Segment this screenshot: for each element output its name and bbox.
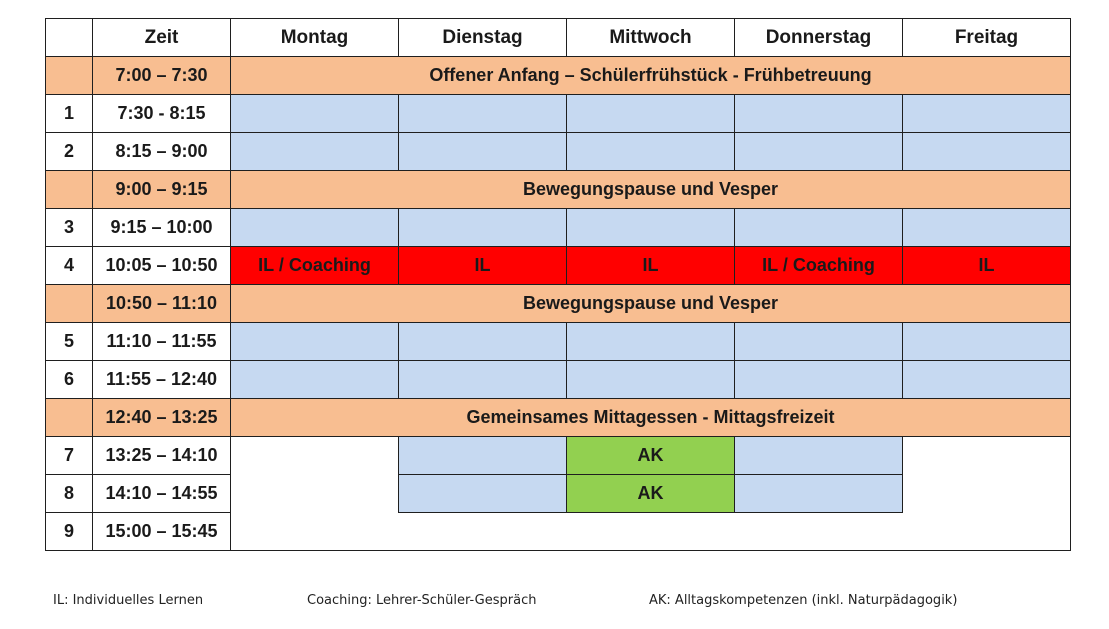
period-number: 6	[46, 361, 93, 399]
time-slot: 12:40 – 13:25	[93, 399, 231, 437]
lesson-cell	[567, 95, 735, 133]
lesson-cell: IL / Coaching	[735, 247, 903, 285]
lesson-cell	[399, 133, 567, 171]
break-activity: Bewegungspause und Vesper	[231, 285, 1071, 323]
lesson-cell	[231, 513, 399, 551]
timetable	[45, 18, 1071, 551]
time-slot: 8:15 – 9:00	[93, 133, 231, 171]
period-number: 3	[46, 209, 93, 247]
lesson-cell	[735, 133, 903, 171]
time-slot: 10:50 – 11:10	[93, 285, 231, 323]
lesson-cell	[903, 513, 1071, 551]
header-freitag: Freitag	[903, 19, 1071, 57]
break-activity: Gemeinsames Mittagessen - Mittagsfreizeit	[231, 399, 1071, 437]
lesson-cell: AK	[567, 437, 735, 475]
period-number: 5	[46, 323, 93, 361]
break-row	[46, 399, 1071, 437]
time-slot: 7:00 – 7:30	[93, 57, 231, 95]
lesson-cell	[735, 209, 903, 247]
header-donnerstag: Donnerstag	[735, 19, 903, 57]
legend-ak: AK: Alltagskompetenzen (inkl. Naturpädagogik)	[649, 593, 958, 608]
lesson-cell	[231, 323, 399, 361]
period-row	[46, 475, 1071, 513]
time-slot: 13:25 – 14:10	[93, 437, 231, 475]
lesson-cell	[567, 361, 735, 399]
break-activity: Offener Anfang – Schülerfrühstück - Frühbetreuung	[231, 57, 1071, 95]
time-slot: 7:30 - 8:15	[93, 95, 231, 133]
lesson-cell	[903, 437, 1071, 475]
period-number	[46, 57, 93, 95]
legend-coaching: Coaching: Lehrer-Schüler-Gespräch	[307, 593, 537, 608]
lesson-cell	[567, 513, 735, 551]
legend-il: IL: Individuelles Lernen	[53, 593, 204, 608]
lesson-cell	[399, 475, 567, 513]
lesson-cell	[231, 209, 399, 247]
header-mittwoch: Mittwoch	[567, 19, 735, 57]
lesson-cell	[903, 323, 1071, 361]
period-number	[46, 171, 93, 209]
lesson-cell	[903, 361, 1071, 399]
lesson-cell	[903, 209, 1071, 247]
lesson-cell	[567, 209, 735, 247]
period-row	[46, 209, 1071, 247]
time-slot: 11:10 – 11:55	[93, 323, 231, 361]
header-dienstag: Dienstag	[399, 19, 567, 57]
lesson-cell	[735, 323, 903, 361]
break-row	[46, 285, 1071, 323]
period-row	[46, 247, 1071, 285]
period-row	[46, 361, 1071, 399]
time-slot: 15:00 – 15:45	[93, 513, 231, 551]
period-row	[46, 95, 1071, 133]
time-slot: 10:05 – 10:50	[93, 247, 231, 285]
time-slot: 9:00 – 9:15	[93, 171, 231, 209]
period-row	[46, 513, 1071, 551]
lesson-cell	[903, 133, 1071, 171]
period-number: 1	[46, 95, 93, 133]
break-activity: Bewegungspause und Vesper	[231, 171, 1071, 209]
lesson-cell	[231, 361, 399, 399]
lesson-cell	[735, 513, 903, 551]
lesson-cell	[735, 95, 903, 133]
period-row	[46, 323, 1071, 361]
lesson-cell	[399, 361, 567, 399]
lesson-cell	[735, 475, 903, 513]
lesson-cell: AK	[567, 475, 735, 513]
lesson-cell	[231, 133, 399, 171]
time-slot: 11:55 – 12:40	[93, 361, 231, 399]
header-montag: Montag	[231, 19, 399, 57]
break-row	[46, 57, 1071, 95]
period-number: 4	[46, 247, 93, 285]
lesson-cell: IL	[903, 247, 1071, 285]
period-number	[46, 399, 93, 437]
period-row	[46, 133, 1071, 171]
lesson-cell	[903, 95, 1071, 133]
period-number: 8	[46, 475, 93, 513]
lesson-cell	[399, 437, 567, 475]
break-row	[46, 171, 1071, 209]
lesson-cell	[903, 475, 1071, 513]
lesson-cell	[399, 323, 567, 361]
header-row	[46, 19, 1071, 57]
period-number	[46, 285, 93, 323]
time-slot: 14:10 – 14:55	[93, 475, 231, 513]
lesson-cell	[399, 513, 567, 551]
header-zeit: Zeit	[93, 19, 231, 57]
period-number: 7	[46, 437, 93, 475]
lesson-cell	[567, 133, 735, 171]
lesson-cell	[399, 95, 567, 133]
lesson-cell	[231, 437, 399, 475]
time-slot: 9:15 – 10:00	[93, 209, 231, 247]
header-number	[46, 19, 93, 57]
lesson-cell	[567, 323, 735, 361]
lesson-cell: IL	[399, 247, 567, 285]
lesson-cell	[735, 437, 903, 475]
lesson-cell: IL	[567, 247, 735, 285]
lesson-cell	[231, 475, 399, 513]
lesson-cell	[399, 209, 567, 247]
lesson-cell: IL / Coaching	[231, 247, 399, 285]
period-row	[46, 437, 1071, 475]
period-number: 9	[46, 513, 93, 551]
lesson-cell	[735, 361, 903, 399]
lesson-cell	[231, 95, 399, 133]
period-number: 2	[46, 133, 93, 171]
timetable-body	[46, 57, 1071, 551]
